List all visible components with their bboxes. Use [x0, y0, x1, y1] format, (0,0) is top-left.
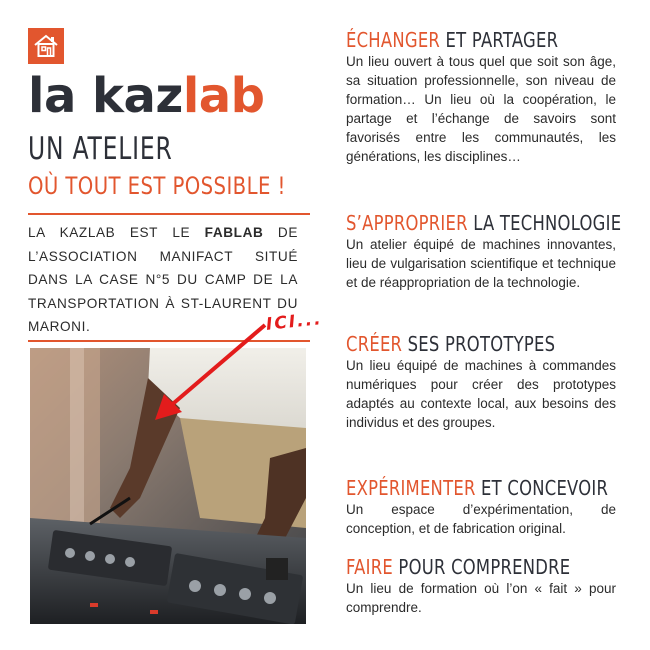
- intro-part2: DE L’ASSOCIATION MANIFACT SITUÉ DANS LA CASE N°5 DU CAMP DE LA TRANSPORTATION À ST-LAURENT DU MARONI.: [28, 225, 298, 334]
- section-heading: ÉCHANGER ET PARTAGER: [346, 28, 559, 52]
- annotation-ici: ICI...: [265, 309, 324, 335]
- arrow-icon: [150, 320, 280, 430]
- section-heading: S’APPROPRIER LA TECHNOLOGIE: [346, 211, 622, 235]
- home-logo: [28, 28, 64, 64]
- section-creer: [346, 332, 616, 432]
- intro-bold: FABLAB: [204, 225, 264, 240]
- tagline-line1: UN ATELIER: [28, 131, 173, 167]
- brand-highlight: lab: [182, 68, 265, 124]
- section-approprier: [346, 211, 622, 292]
- section-heading: EXPÉRIMENTER ET CONCEVOIR: [346, 476, 609, 500]
- section-text: Un lieu de formation où l’on « fait » pour comprendre.: [346, 581, 616, 615]
- section-echanger: [346, 28, 616, 166]
- section-heading: FAIRE POUR COMPRENDRE: [346, 555, 571, 579]
- section-text: Un atelier équipé de machines innovantes, lieu de vulgarisation scientifique et technique et de réappropriation de la technologie.: [346, 237, 616, 290]
- brand-title: [28, 70, 265, 122]
- section-faire: [346, 555, 616, 617]
- section-text: Un lieu ouvert à tous quel que soit son âge, sa situation professionnelle, son niveau de formation… Un lieu où la coopération, le partage et l’échange de savoirs sont favorisés entre les communautés, les générations, les disciplines…: [346, 54, 616, 164]
- section-text: Un espace d’expérimentation, de conception, et de fabrication original.: [346, 502, 616, 536]
- tagline-line2: OÙ TOUT EST POSSIBLE !: [28, 172, 286, 200]
- section-heading: CRÉER SES PROTOTYPES: [346, 332, 556, 356]
- house-icon: [32, 32, 60, 60]
- brand-prefix: la kaz: [28, 68, 183, 124]
- divider-top: [28, 213, 310, 215]
- section-text: Un lieu équipé de machines à commandes numériques pour créer des prototypes adaptés au contexte local, aux besoins des individus et des groupes.: [346, 358, 616, 430]
- section-experimenter: [346, 476, 616, 538]
- intro-part1: LA KAZLAB EST LE: [28, 225, 205, 240]
